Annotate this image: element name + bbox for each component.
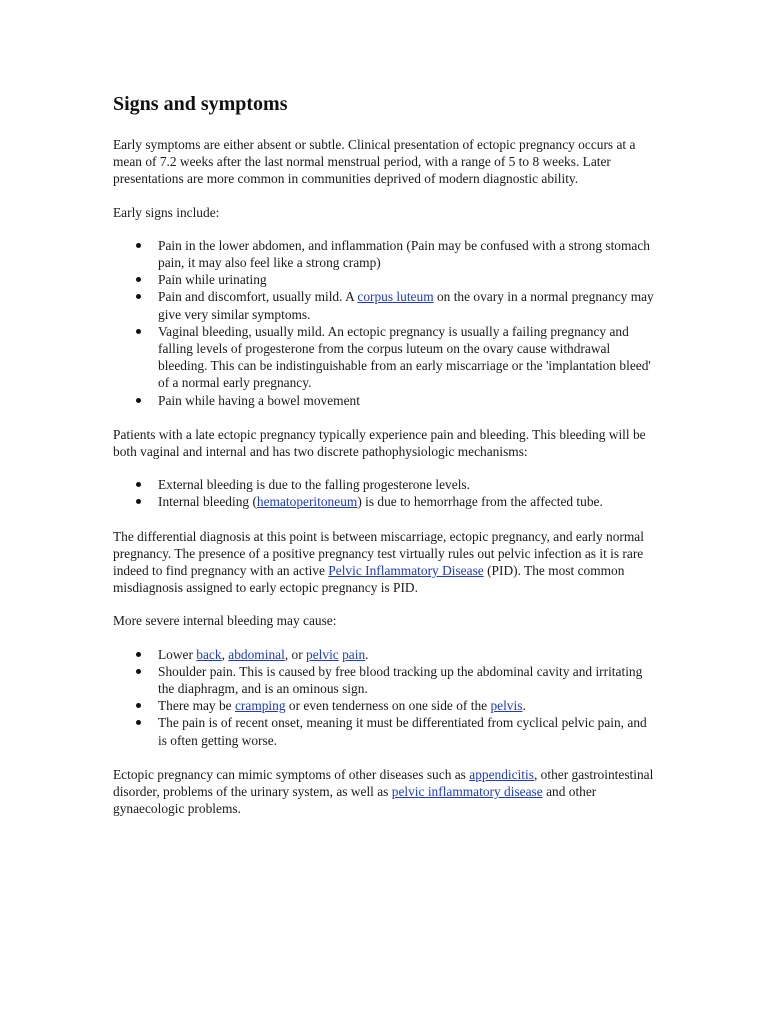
list-item (158, 271, 658, 288)
severe-bleeding-lead: More severe internal bleeding may cause: (113, 613, 337, 629)
list-item-text: or even tenderness on one side of the (285, 698, 491, 714)
list-item-text: Vaginal bleeding, usually mild. An ectopic pregnancy is usually a failing pregnancy and falling levels of progesterone from the corpus luteum on the ovary cause withdrawal bleeding. This can be indistinguishable from an early miscarriage or the 'implantation bleed' of a normal early pregnancy. (158, 323, 651, 391)
list-item-text: The pain is of recent onset, meaning it must be differentiated from cyclical pelvic pain, and is often getting worse. (158, 715, 647, 748)
list-item (158, 392, 658, 409)
list-item (158, 646, 658, 663)
pain-link[interactable]: pain (342, 646, 366, 662)
cramping-link[interactable]: cramping (234, 698, 286, 714)
section-heading: Signs and symptoms (113, 93, 288, 115)
pelvic-link[interactable]: pelvic (306, 646, 339, 662)
back-link[interactable]: back (196, 646, 222, 662)
paragraph-text: and other gynaecologic problems. (113, 784, 597, 817)
list-item-text: Pain while having a bowel movement (158, 392, 360, 408)
early-signs-list (113, 237, 658, 409)
list-item-text: Pain in the lower abdomen, and inflammation (Pain may be confused with a strong stomach pain, it may also feel like a strong cramp) (158, 237, 650, 271)
intro-paragraph: Early symptoms are either absent or subtle. Clinical presentation of ectopic pregnancy occurs at a mean of 7.2 weeks after the last normal menstrual period, with a range of 5 to 8 weeks. Later presentations are more common in communities deprived of modern diagnostic ability. (113, 137, 636, 187)
list-item-text: There may be (158, 698, 235, 714)
list-item-text: Internal bleeding ( (158, 494, 257, 510)
list-item-text: , or (284, 646, 307, 662)
corpus-luteum-link[interactable]: corpus luteum (357, 289, 434, 305)
differential-diagnosis-paragraph (113, 528, 658, 597)
list-item (158, 476, 658, 493)
pelvis-link[interactable]: pelvis (490, 698, 523, 714)
pelvic-inflammatory-disease-link-2[interactable]: pelvic inflammatory disease (391, 784, 543, 800)
paragraph-text: (PID). The most common misdiagnosis assigned to early ectopic pregnancy is PID. (113, 563, 625, 596)
list-item-text: Pain while urinating (158, 272, 267, 288)
early-signs-lead: Early signs include: (113, 204, 220, 220)
list-item (158, 493, 658, 510)
list-item (158, 323, 658, 392)
list-item (158, 663, 658, 697)
list-item-text: ) is due to hemorrhage from the affected tube. (357, 494, 603, 510)
late-pregnancy-paragraph: Patients with a late ectopic pregnancy typically experience pain and bleeding. This bleeding will be both vaginal and internal and has two discrete pathophysiologic mechanisms: (113, 426, 646, 460)
list-item-text: on the ovary in a normal pregnancy may give very similar symptoms. (158, 289, 654, 322)
list-item-text: Lower (158, 646, 197, 662)
article-content (113, 91, 658, 834)
paragraph-text: The differential diagnosis at this point is between miscarriage, ectopic pregnancy, and early normal pregnancy. The presence of a positive pregnancy test virtually rules out pelvic infection as it is rare indeed to find pregnancy with an active (113, 528, 644, 579)
list-item (158, 714, 658, 748)
severe-bleeding-list (113, 646, 658, 749)
list-item-text: Shoulder pain. This is caused by free blood tracking up the abdominal cavity and irritating the diaphragm, and is an ominous sign. (158, 663, 643, 697)
abdominal-link[interactable]: abdominal (228, 646, 285, 662)
hematoperitoneum-link[interactable]: hematoperitoneum (256, 494, 358, 510)
list-item-text: Pain and discomfort, usually mild. A (158, 289, 358, 305)
list-item (158, 237, 658, 271)
pelvic-inflammatory-disease-link[interactable]: Pelvic Inflammatory Disease (328, 563, 484, 579)
list-item-text: . (522, 698, 526, 714)
list-item (158, 697, 658, 714)
paragraph-text: , other gastrointestinal disorder, problems of the urinary system, as well as (113, 766, 654, 800)
paragraph-text: Ectopic pregnancy can mimic symptoms of other diseases such as (113, 766, 470, 782)
list-item-text: External bleeding is due to the falling progesterone levels. (158, 477, 470, 493)
list-item-text: , (221, 646, 229, 662)
bleeding-mechanisms-list (113, 476, 658, 510)
list-item (158, 288, 658, 322)
appendicitis-link[interactable]: appendicitis (469, 766, 534, 782)
list-item-text: . (365, 646, 369, 662)
mimic-paragraph (113, 766, 658, 818)
